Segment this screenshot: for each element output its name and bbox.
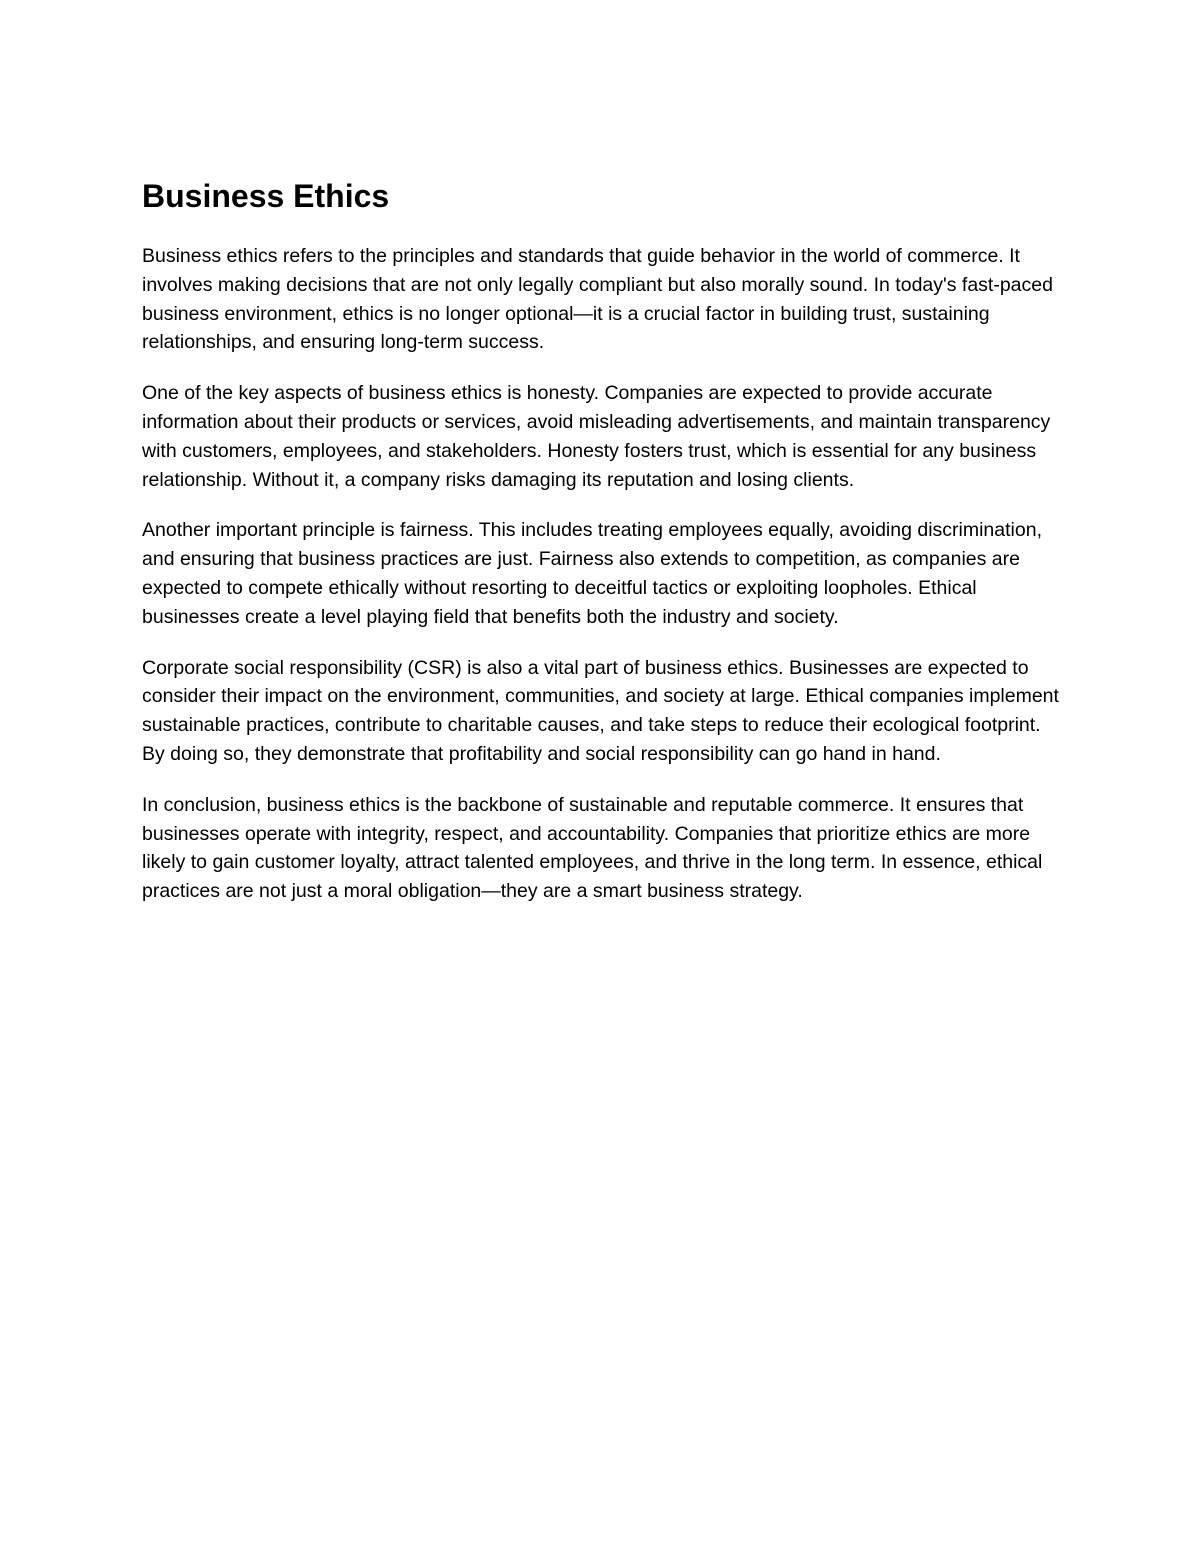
document-body [142, 174, 1062, 928]
document-title: Business Ethics [142, 178, 390, 214]
paragraph-fairness: Another important principle is fairness. This includes treating employees equally, avoiding discrimination, and ensuring that business practices are just. Fairness also extends to competition, as companies are expected to compete ethically without resorting to deceitful tactics or exploiting loopholes. Ethical businesses create a level playing field that benefits both the industry and society. [142, 519, 1042, 628]
paragraph-introduction: Business ethics refers to the principles and standards that guide behavior in the world of commerce. It involves making decisions that are not only legally compliant but also morally sound. In today's fast-paced business environment, ethics is no longer optional—it is a crucial factor in building trust, sustaining relationships, and ensuring long-term success. [142, 245, 1053, 354]
paragraph-csr: Corporate social responsibility (CSR) is also a vital part of business ethics. Businesses are expected to consider their impact on the environment, communities, and society at large. Ethical companies implement sustainable practices, contribute to charitable causes, and take steps to reduce their ecological footprint. By doing so, they demonstrate that profitability and social responsibility can go hand in hand. [142, 656, 1059, 765]
paragraph-conclusion: In conclusion, business ethics is the backbone of sustainable and reputable commerce. It ensures that businesses operate with integrity, respect, and accountability. Companies that prioritize ethics are more likely to gain customer loyalty, attract talented employees, and thrive in the long term. In essence, ethical practices are not just a moral obligation—they are a smart business strategy. [142, 793, 1043, 903]
paragraph-honesty: One of the key aspects of business ethics is honesty. Companies are expected to provide accurate information about their products or services, avoid misleading advertisements, and maintain transparency with customers, employees, and stakeholders. Honesty fosters trust, which is essential for any business relationship. Without it, a company risks damaging its reputation and losing clients. [142, 382, 1051, 491]
